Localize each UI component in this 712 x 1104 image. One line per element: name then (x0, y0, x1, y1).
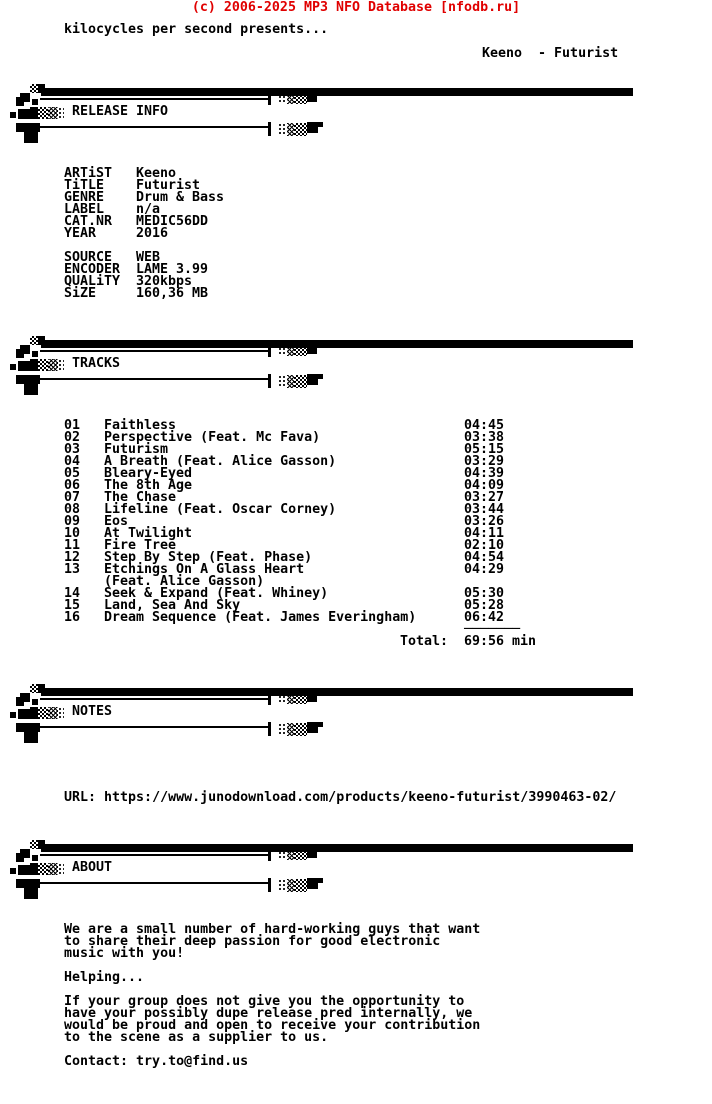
banner-ornament (24, 731, 38, 743)
about-text-line: music with you! (64, 946, 185, 961)
track-time: 03:27 (464, 490, 505, 505)
info-label: GENRE (64, 190, 105, 205)
info-row (64, 288, 208, 300)
about-text-line: would be proud and open to receive your contribution (64, 1018, 481, 1033)
banner-ornament (278, 879, 287, 892)
track-number: 08 (64, 502, 81, 517)
section-banner-about (0, 840, 712, 902)
banner-ornament (268, 846, 271, 861)
banner-ornament (40, 378, 268, 380)
banner-ornament (58, 107, 64, 119)
banner-ornament (32, 699, 38, 705)
track-number: 07 (64, 490, 81, 505)
total-label: Total: (400, 634, 449, 649)
banner-ornament (40, 350, 268, 352)
track-title: The 8th Age (104, 478, 193, 493)
banner-ornament (294, 723, 307, 736)
banner-ornament (38, 707, 48, 719)
info-label: CAT.NR (64, 214, 113, 229)
copyright-line: (c) 2006-2025 MP3 NFO Database [nfodb.ru] (191, 0, 521, 15)
banner-ornament (16, 349, 24, 358)
about-text-line: have your possibly dupe release pred internally, we (64, 1006, 473, 1021)
track-number: 15 (64, 598, 81, 613)
banner-ornament (318, 878, 323, 883)
banner-ornament (40, 854, 268, 856)
banner-ornament (30, 107, 38, 119)
url-line (64, 792, 616, 804)
track-title: Lifeline (Feat. Oscar Corney) (104, 502, 337, 517)
banner-ornament (287, 123, 294, 136)
track-title: Bleary-Eyed (104, 466, 193, 481)
banner-ornament (32, 99, 38, 105)
banner-ornament (287, 91, 294, 104)
info-value: Drum & Bass (136, 190, 225, 205)
track-time: 05:30 (464, 586, 505, 601)
track-time: 04:45 (464, 418, 505, 433)
banner-ornament (307, 374, 318, 385)
banner-ornament (317, 342, 323, 348)
banner-ornament (318, 374, 323, 379)
track-title: Fire Tree (104, 538, 177, 553)
banner-ornament (30, 336, 38, 345)
banner-ornament (318, 722, 323, 727)
banner-ornament (278, 847, 287, 860)
banner-ornament (278, 91, 287, 104)
banner-ornament (58, 359, 64, 371)
track-title: Dream Sequence (Feat. James Everingham) (104, 610, 417, 625)
url-value: https://www.junodownload.com/products/keeno-futurist/3990463-02/ (104, 790, 617, 805)
banner-ornament (10, 868, 16, 874)
banner-ornament (318, 122, 323, 127)
section-banner-notes (0, 684, 712, 746)
banner-ornament (30, 684, 38, 693)
track-title: Step By Step (Feat. Phase) (104, 550, 313, 565)
banner-ornament (278, 375, 287, 388)
about-text-line: Helping... (64, 970, 145, 985)
banner-ornament (58, 707, 64, 719)
encoding-info-block (64, 252, 208, 300)
section-banner-release-info (0, 84, 712, 146)
track-title-continuation: (Feat. Alice Gasson) (104, 574, 265, 589)
banner-ornament (16, 853, 24, 862)
section-title-about: ABOUT (72, 860, 113, 875)
banner-ornament (294, 343, 307, 356)
release-title: Keeno - Futurist (482, 46, 619, 61)
banner-ornament (30, 840, 38, 849)
total-row (0, 636, 712, 648)
track-title: At Twilight (104, 526, 193, 541)
info-label: SiZE (64, 286, 97, 301)
track-number: 12 (64, 550, 81, 565)
track-title: Eos (104, 514, 129, 529)
info-value: 2016 (136, 226, 169, 241)
track-number: 09 (64, 514, 81, 529)
banner-ornament (278, 123, 287, 136)
banner-ornament (41, 688, 633, 696)
about-text-line: to the scene as a supplier to us. (64, 1030, 329, 1045)
banner-ornament (10, 712, 16, 718)
banner-ornament (30, 84, 38, 93)
info-value: WEB (136, 250, 161, 265)
banner-ornament (268, 878, 271, 892)
banner-ornament (41, 844, 633, 852)
track-row (0, 612, 712, 624)
banner-ornament (40, 882, 268, 884)
banner-ornament (317, 90, 323, 96)
info-value: Futurist (136, 178, 201, 193)
track-title: Land, Sea And Sky (104, 598, 241, 613)
banner-ornament (268, 122, 271, 136)
banner-ornament (38, 863, 48, 875)
track-title: The Chase (104, 490, 177, 505)
track-number: 11 (64, 538, 81, 553)
banner-ornament (294, 879, 307, 892)
banner-ornament (48, 359, 58, 371)
track-title: A Breath (Feat. Alice Gasson) (104, 454, 337, 469)
track-title: Futurism (104, 442, 169, 457)
track-time: 03:38 (464, 430, 505, 445)
banner-ornament (41, 88, 633, 96)
banner-ornament (48, 707, 58, 719)
banner-ornament (307, 122, 318, 133)
about-text-line: to share their deep passion for good electronic (64, 934, 441, 949)
track-time: 05:15 (464, 442, 505, 457)
banner-ornament (24, 887, 38, 899)
banner-ornament (48, 107, 58, 119)
banner-ornament (317, 690, 323, 696)
track-time: 03:29 (464, 454, 505, 469)
banner-ornament (40, 98, 268, 100)
banner-ornament (294, 91, 307, 104)
banner-ornament (268, 342, 271, 357)
banner-ornament (287, 879, 294, 892)
banner-ornament (317, 846, 323, 852)
banner-ornament (24, 131, 38, 143)
track-number: 06 (64, 478, 81, 493)
section-title-notes: NOTES (72, 704, 113, 719)
track-time: 04:39 (464, 466, 505, 481)
track-time: 04:09 (464, 478, 505, 493)
banner-ornament (58, 863, 64, 875)
track-time: 06:42 (464, 610, 505, 625)
track-number: 13 (64, 562, 81, 577)
track-number: 01 (64, 418, 81, 433)
track-time: 05:28 (464, 598, 505, 613)
info-label: ARTiST (64, 166, 113, 181)
info-label: YEAR (64, 226, 97, 241)
banner-ornament (40, 698, 268, 700)
release-info-block (64, 168, 224, 240)
info-value: LAME 3.99 (136, 262, 209, 277)
banner-ornament (287, 847, 294, 860)
about-text-line: If your group does not give you the opportunity to (64, 994, 465, 1009)
banner-ornament (30, 707, 38, 719)
banner-ornament (32, 855, 38, 861)
track-number: 04 (64, 454, 81, 469)
track-title: Seek & Expand (Feat. Whiney) (104, 586, 329, 601)
banner-ornament (307, 342, 317, 354)
banner-ornament (294, 847, 307, 860)
info-label: TiTLE (64, 178, 105, 193)
info-label: ENCODER (64, 262, 121, 277)
banner-ornament (278, 691, 287, 704)
banner-ornament (10, 112, 16, 118)
about-text-line: We are a small number of hard-working guys that want (64, 922, 481, 937)
banner-ornament (30, 863, 38, 875)
info-value: 160,36 MB (136, 286, 209, 301)
info-row (64, 228, 224, 240)
track-number: 02 (64, 430, 81, 445)
banner-ornament (48, 863, 58, 875)
info-label: SOURCE (64, 250, 113, 265)
banner-ornament (294, 123, 307, 136)
section-title-release-info: RELEASE INFO (72, 104, 169, 119)
track-time: 04:11 (464, 526, 505, 541)
banner-ornament (38, 107, 48, 119)
banner-ornament (268, 374, 271, 388)
banner-ornament (287, 691, 294, 704)
banner-ornament (294, 691, 307, 704)
banner-ornament (294, 375, 307, 388)
total-divider: ─────── (464, 622, 521, 637)
total-divider-row (0, 624, 712, 636)
banner-ornament (40, 726, 268, 728)
track-number: 10 (64, 526, 81, 541)
info-value: Keeno (136, 166, 177, 181)
banner-ornament (287, 375, 294, 388)
banner-ornament (278, 343, 287, 356)
track-time: 04:29 (464, 562, 505, 577)
banner-ornament (41, 340, 633, 348)
banner-ornament (16, 97, 24, 106)
about-block (64, 924, 480, 1068)
banner-ornament (24, 383, 38, 395)
track-time: 03:26 (464, 514, 505, 529)
info-value: 320kbps (136, 274, 193, 289)
track-number: 03 (64, 442, 81, 457)
track-number: 16 (64, 610, 81, 625)
track-time: 02:10 (464, 538, 505, 553)
info-label: QUALiTY (64, 274, 121, 289)
info-value: MEDIC56DD (136, 214, 209, 229)
banner-ornament (307, 846, 317, 858)
info-value: n/a (136, 202, 161, 217)
banner-ornament (32, 351, 38, 357)
banner-ornament (16, 697, 24, 706)
total-value: 69:56 min (464, 634, 537, 649)
track-number: 05 (64, 466, 81, 481)
track-number: 14 (64, 586, 81, 601)
banner-ornament (287, 723, 294, 736)
section-banner-tracks (0, 336, 712, 398)
banner-ornament (307, 722, 318, 733)
banner-ornament (40, 126, 268, 128)
banner-ornament (268, 722, 271, 736)
section-title-tracks: TRACKS (72, 356, 121, 371)
track-time: 04:54 (464, 550, 505, 565)
track-title: Faithless (104, 418, 177, 433)
banner-ornament (268, 690, 271, 705)
presents-line: kilocycles per second presents... (64, 22, 329, 37)
banner-ornament (307, 878, 318, 889)
banner-ornament (268, 90, 271, 105)
url-label: URL: (64, 790, 97, 805)
track-time: 03:44 (464, 502, 505, 517)
track-title: Etchings On A Glass Heart (104, 562, 305, 577)
banner-ornament (30, 359, 38, 371)
banner-ornament (38, 359, 48, 371)
about-text-line: Contact: try.to@find.us (64, 1054, 249, 1069)
banner-ornament (287, 343, 294, 356)
banner-ornament (10, 364, 16, 370)
banner-ornament (307, 690, 317, 702)
track-title: Perspective (Feat. Mc Fava) (104, 430, 321, 445)
banner-ornament (307, 90, 317, 102)
banner-ornament (278, 723, 287, 736)
info-label: LABEL (64, 202, 105, 217)
